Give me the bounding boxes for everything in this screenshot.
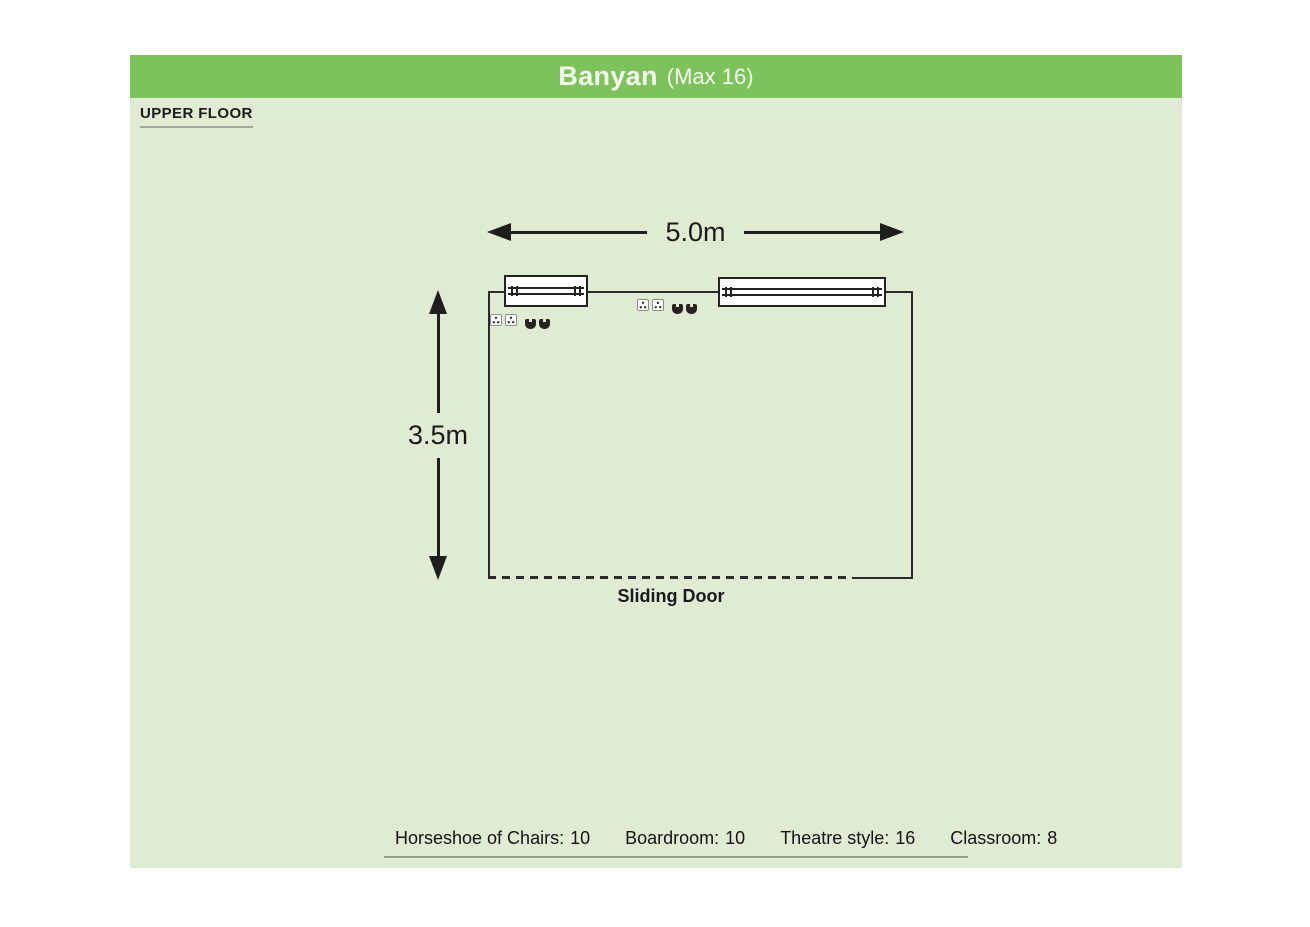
power-socket-icon bbox=[637, 299, 649, 311]
sliding-door-dashed-line bbox=[488, 576, 852, 579]
data-point-icon bbox=[525, 319, 536, 329]
sliding-door-label: Sliding Door bbox=[617, 586, 725, 606]
dimension-line bbox=[437, 458, 440, 557]
height-label: 3.5m bbox=[407, 419, 469, 450]
width-dimension bbox=[487, 218, 904, 246]
window-icon bbox=[718, 277, 886, 307]
room-header bbox=[130, 55, 1182, 98]
dimension-line bbox=[744, 231, 880, 234]
power-socket-icon bbox=[490, 314, 502, 326]
bottom-wall-segment bbox=[852, 577, 913, 579]
capacity-item bbox=[395, 828, 590, 849]
capacity-value: 16 bbox=[895, 828, 916, 848]
room-plan-panel bbox=[130, 55, 1182, 868]
data-point-icon bbox=[539, 319, 550, 329]
capacity-item bbox=[780, 828, 915, 849]
data-point-icon bbox=[672, 304, 683, 314]
capacity-item bbox=[950, 828, 1057, 849]
power-socket-icon bbox=[652, 299, 664, 311]
capacity-value: 8 bbox=[1047, 828, 1058, 848]
arrowhead-down-icon bbox=[429, 556, 447, 580]
socket-cluster bbox=[490, 314, 550, 329]
dimension-line bbox=[437, 314, 440, 413]
capacity-row bbox=[395, 828, 1057, 849]
room-outline bbox=[488, 291, 913, 579]
capacity-label: Classroom: bbox=[950, 828, 1042, 848]
capacity-item bbox=[625, 828, 745, 849]
power-socket-icon bbox=[505, 314, 517, 326]
arrowhead-right-icon bbox=[880, 223, 904, 241]
capacity-divider bbox=[384, 856, 968, 858]
width-label: 5.0m bbox=[665, 216, 726, 247]
height-dimension bbox=[407, 290, 469, 580]
window-glass-band bbox=[722, 288, 882, 296]
room-name: Banyan bbox=[558, 61, 658, 91]
room-max-capacity: (Max 16) bbox=[666, 63, 754, 89]
socket-cluster bbox=[637, 299, 697, 314]
window-glass-band bbox=[508, 287, 584, 295]
capacity-label: Boardroom: bbox=[625, 828, 720, 848]
arrowhead-up-icon bbox=[429, 290, 447, 314]
capacity-value: 10 bbox=[570, 828, 591, 848]
capacity-value: 10 bbox=[725, 828, 746, 848]
window-icon bbox=[504, 275, 588, 307]
capacity-label: Theatre style: bbox=[780, 828, 890, 848]
capacity-label: Horseshoe of Chairs: bbox=[395, 828, 565, 848]
dimension-line bbox=[511, 231, 647, 234]
floor-label: UPPER FLOOR bbox=[140, 105, 253, 128]
arrowhead-left-icon bbox=[487, 223, 511, 241]
data-point-icon bbox=[686, 304, 697, 314]
